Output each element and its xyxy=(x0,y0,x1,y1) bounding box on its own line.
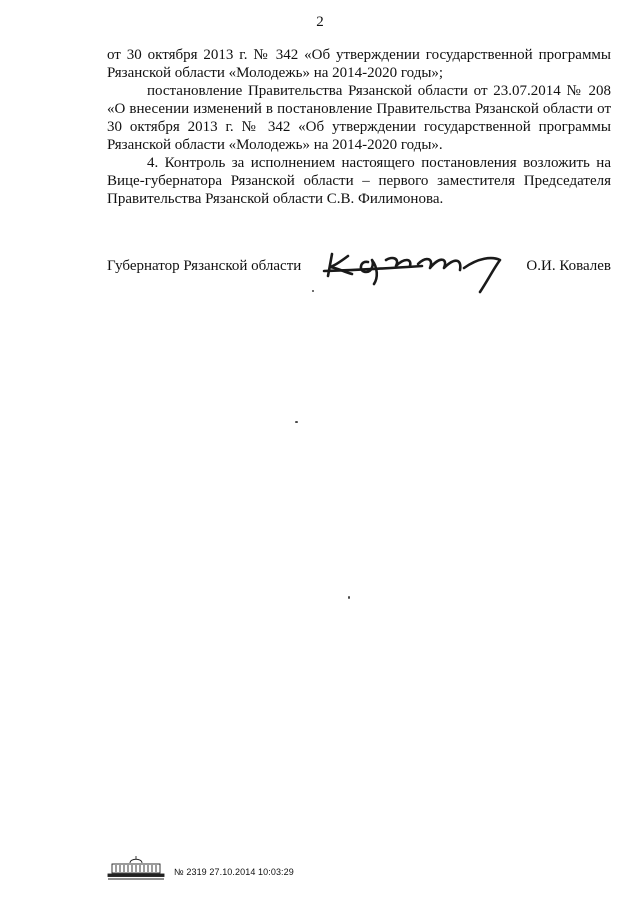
scan-dot xyxy=(295,421,298,423)
registration-stamp: № 2319 27.10.2014 10:03:29 xyxy=(174,867,294,877)
building-emblem-icon xyxy=(106,855,166,881)
signatory-name: О.И. Ковалев xyxy=(526,258,611,274)
paragraph-1: от 30 октября 2013 г. № 342 «Об утверждении государственной программы Рязанской области «Молодежь» на 2014-2020 годы»; xyxy=(107,47,611,81)
registration-footer xyxy=(106,855,294,881)
paragraph-2: постановление Правительства Рязанской области от 23.07.2014 № 208 «О внесении изменений в постановление Правительства Рязанской области от 30 октября 2013 г. № 342 «Об утверждении государственной программы Рязанской области «Молодежь» на 2014-2020 годы». xyxy=(107,83,611,153)
handwritten-signature-icon xyxy=(322,246,507,298)
scan-dot xyxy=(348,596,350,599)
signature-block xyxy=(107,246,611,306)
signatory-title: Губернатор Рязанской области xyxy=(107,258,302,274)
page-number: 2 xyxy=(316,14,324,30)
scan-dot xyxy=(312,290,314,292)
paragraph-3: 4. Контроль за исполнением настоящего постановления возложить на Вице-губернатора Рязанской области – первого заместителя Председателя Правительства Рязанской области С.В. Филимонова. xyxy=(107,155,611,207)
document-body xyxy=(107,46,611,208)
